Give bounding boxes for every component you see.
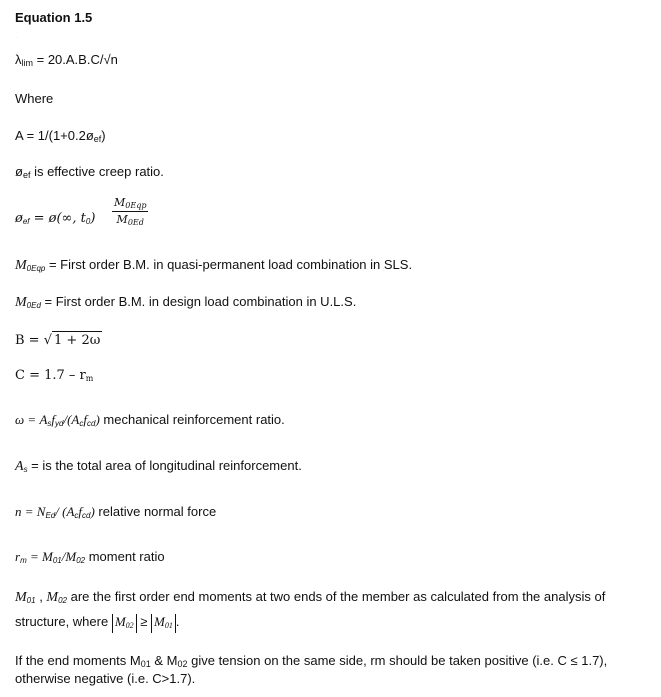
creep-subscript: ef <box>22 170 31 180</box>
omega-cd-subscript: cd <box>87 419 96 428</box>
radicand: 1 + 2ω <box>54 333 101 348</box>
rm-m01-subscript: 01 <box>52 556 62 565</box>
abs-m02-symbol: M <box>114 614 126 629</box>
equation-lambda <box>15 51 118 72</box>
final-text1a: If the end moments M <box>15 653 141 668</box>
m01-m02-text2: structure, where <box>15 614 112 629</box>
omega-definition <box>15 411 285 432</box>
omega-text: mechanical reinforcement ratio. <box>99 412 285 427</box>
m0ed-text: = First order B.M. in design load combination in U.L.S. <box>40 294 357 309</box>
denominator-m: M <box>116 213 128 226</box>
final-sub1: 01 <box>140 659 151 669</box>
equation-c <box>15 367 93 387</box>
ge-sign: ≥ <box>136 614 152 629</box>
m0ed-subscript: 0Ed <box>26 301 41 310</box>
omega-s-subscript: s <box>47 419 52 428</box>
omega-yd-subscript: yd <box>55 419 64 428</box>
phi-mid-subscript: 0 <box>85 217 91 226</box>
omega-math: ω = A <box>15 412 48 427</box>
rm-r: r <box>15 549 21 564</box>
abs-m01 <box>151 614 176 633</box>
m02-symbol: M <box>46 590 59 605</box>
numerator-m: M <box>114 196 126 209</box>
n-f: f <box>78 504 83 519</box>
creep-symbol: ø <box>15 164 23 179</box>
as-subscript: s <box>23 465 28 474</box>
equation-phi <box>15 209 95 230</box>
creep-text: is effective creep ratio. <box>30 164 164 179</box>
as-definition <box>15 457 302 478</box>
n-c-subscript: c <box>74 511 79 520</box>
equation-b <box>15 331 102 349</box>
m0eqp-text: = First order B.M. in quasi-permanent load combination in SLS. <box>45 257 413 272</box>
m01-m02-text1: are the first order end moments at two ends of the member as calculated from the analysis of <box>67 589 606 604</box>
radical-sign: √ <box>43 333 53 348</box>
numerator-subscript: 0Eqp <box>125 201 147 210</box>
phi-mid-close: ) <box>90 211 96 226</box>
where-label: Where <box>15 91 54 106</box>
m0eqp-definition <box>15 256 412 277</box>
phi-lhs-subscript: ef <box>22 217 30 226</box>
m0eqp-subscript: 0Eqp <box>26 264 46 273</box>
lambda-subscript: lim <box>21 58 33 68</box>
phi-lhs: ø <box>15 211 23 226</box>
creep-ratio-definition <box>15 163 164 184</box>
rm-mid: = M <box>26 549 53 564</box>
equation-heading: Equation 1.5 <box>15 10 93 25</box>
omega-f2: f <box>83 412 87 427</box>
fraction-numerator <box>112 196 148 210</box>
rm-text: moment ratio <box>85 549 165 564</box>
rm-slash: /M <box>61 549 77 564</box>
sqrt-expression <box>44 331 103 349</box>
omega-c-subscript: c <box>79 419 84 428</box>
m01-subscript: 01 <box>26 596 36 605</box>
final-paragraph-line2: otherwise negative (i.e. C>1.7). <box>15 671 196 686</box>
omega-close: ) <box>95 412 100 427</box>
equation-c-text: C = 1.7 – r <box>15 368 86 383</box>
final-text1b: & M <box>150 653 178 668</box>
n-math: n = N <box>15 504 46 519</box>
as-text: = is the total area of longitudinal reinforcement. <box>27 458 302 473</box>
m01-m02-end: . <box>175 614 180 629</box>
m0eqp-symbol: M <box>15 258 27 273</box>
m01-m02-definition <box>15 586 650 612</box>
n-mid: / (A <box>55 504 75 519</box>
m0ed-symbol: M <box>15 295 27 310</box>
equation-a-subscript: ef <box>93 134 102 144</box>
rm-r-subscript: m <box>20 556 27 565</box>
abs-m01-subscript: 01 <box>164 621 173 630</box>
as-symbol: A <box>15 459 24 474</box>
equation-a-close: ) <box>101 128 106 143</box>
n-ed-subscript: Ed <box>45 511 56 520</box>
abs-m01-symbol: M <box>154 614 165 629</box>
denominator-subscript: 0Ed <box>127 218 144 227</box>
phi-fraction <box>112 196 148 227</box>
lambda-symbol: λ <box>15 52 22 67</box>
n-close: ) <box>90 504 95 519</box>
fraction-denominator <box>112 213 148 227</box>
abs-m02 <box>112 614 137 633</box>
equation-a-text: A = 1/(1+0.2ø <box>15 128 94 143</box>
equation-c-subscript: m <box>85 374 94 383</box>
abs-m02-subscript: 02 <box>125 621 134 630</box>
omega-f: f <box>51 412 56 427</box>
rm-definition <box>15 548 165 569</box>
m01-m02-definition-line2 <box>15 611 650 633</box>
phi-mid: = ø(∞, t <box>29 211 86 226</box>
n-cd-subscript: cd <box>82 511 91 520</box>
watermark-text: · <box>15 32 18 42</box>
rm-m02-subscript: 02 <box>76 556 86 565</box>
m01-symbol: M <box>15 590 27 605</box>
n-text: relative normal force <box>94 504 217 519</box>
lambda-rhs: = 20.A.B.C/√n <box>33 52 118 67</box>
m01-m02-comma: , <box>35 589 47 604</box>
equation-a <box>15 127 106 148</box>
final-text1c: give tension on the same side, rm should be taken positive (i.e. C ≤ 1.7), <box>187 653 608 668</box>
final-sub2: 02 <box>177 659 188 669</box>
m02-subscript: 02 <box>58 596 67 605</box>
equation-b-lhs: B = <box>15 333 44 348</box>
m0ed-definition <box>15 293 356 314</box>
fraction-bar <box>112 211 148 212</box>
omega-mid: /(A <box>63 412 80 427</box>
n-definition <box>15 503 216 524</box>
